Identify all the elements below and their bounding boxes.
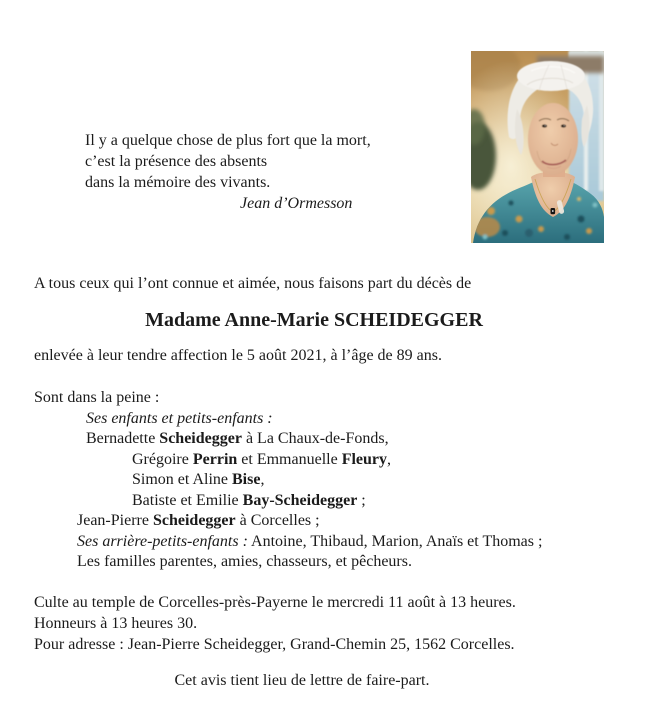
deceased-name: Madame Anne-Marie SCHEIDEGGER <box>145 309 483 331</box>
portrait-photo-illustration <box>471 51 604 243</box>
text-segment: Bernadette <box>86 430 160 447</box>
text-segment: Batiste et Emilie <box>132 491 243 509</box>
mourning-line <box>34 409 542 430</box>
mourning-header: Sont dans la peine : <box>34 389 160 406</box>
text-segment: ; <box>357 491 366 509</box>
announcement-intro: A tous ceux qui l’ont connue et aimée, nous faisons part du décès de <box>34 275 472 292</box>
text-segment: Il y a quelque chose de plus fort que la mort, <box>85 132 371 149</box>
service-line <box>34 592 516 613</box>
text-segment: à Corcelles ; <box>235 512 320 529</box>
mourning-line <box>34 429 542 450</box>
mourning-section <box>34 388 542 573</box>
text-segment: , <box>387 450 392 468</box>
text-segment: Jean-Pierre <box>77 512 153 529</box>
mourning-line <box>34 552 542 573</box>
text-segment: c’est la présence des absents <box>85 153 268 170</box>
text-segment: Fleury <box>341 450 388 468</box>
text-segment: Perrin <box>192 450 238 468</box>
text-segment: Culte au temple de Corcelles-près-Payerne le mercredi 11 août à 13 heures. <box>34 594 516 611</box>
portrait-photo <box>471 51 604 243</box>
mourning-line <box>34 511 542 532</box>
text-segment: Pour adresse : Jean-Pierre Scheidegger, Grand-Chemin 25, 1562 Corcelles. <box>34 636 515 653</box>
service-line <box>34 634 516 655</box>
service-line <box>34 613 516 634</box>
text-segment: dans la mémoire des vivants. <box>85 174 271 191</box>
text-segment: Ses enfants et petits-enfants : <box>86 409 273 427</box>
text-segment: Grégoire <box>132 450 193 468</box>
quote-line <box>85 130 371 151</box>
quote-lines <box>85 130 371 193</box>
mourning-list <box>34 409 542 573</box>
memorial-quote <box>85 130 371 214</box>
text-segment: Les familles parentes, amies, chasseurs, et pêcheurs. <box>77 553 412 570</box>
text-segment: Scheidegger <box>152 512 236 529</box>
text-segment: à La Chaux-de-Fonds, <box>241 430 389 447</box>
text-segment: Ses arrière-petits-enfants : <box>77 532 248 550</box>
text-segment: Antoine, Thibaud, Marion, Anaïs et Thomas ; <box>247 532 543 550</box>
text-segment: , <box>260 471 265 488</box>
text-segment: et Emmanuelle <box>237 450 342 468</box>
mourning-line <box>34 470 542 491</box>
closing-line: Cet avis tient lieu de lettre de faire-part. <box>174 672 430 689</box>
text-segment: Honneurs à 13 heures 30. <box>34 615 198 632</box>
quote-attribution: Jean d’Ormesson <box>240 195 353 212</box>
mourning-line <box>34 450 542 471</box>
quote-line <box>85 151 371 172</box>
text-segment: Bay-Scheidegger <box>242 491 358 509</box>
announcement-details: enlevée à leur tendre affection le 5 août 2021, à l’âge de 89 ans. <box>34 347 442 364</box>
text-segment: Bise <box>232 471 261 488</box>
service-block <box>34 592 516 655</box>
quote-line <box>85 172 371 193</box>
text-segment: Simon et Aline <box>132 471 232 488</box>
mourning-line <box>34 491 542 512</box>
text-segment: Scheidegger <box>159 430 242 447</box>
mourning-line <box>34 532 542 553</box>
